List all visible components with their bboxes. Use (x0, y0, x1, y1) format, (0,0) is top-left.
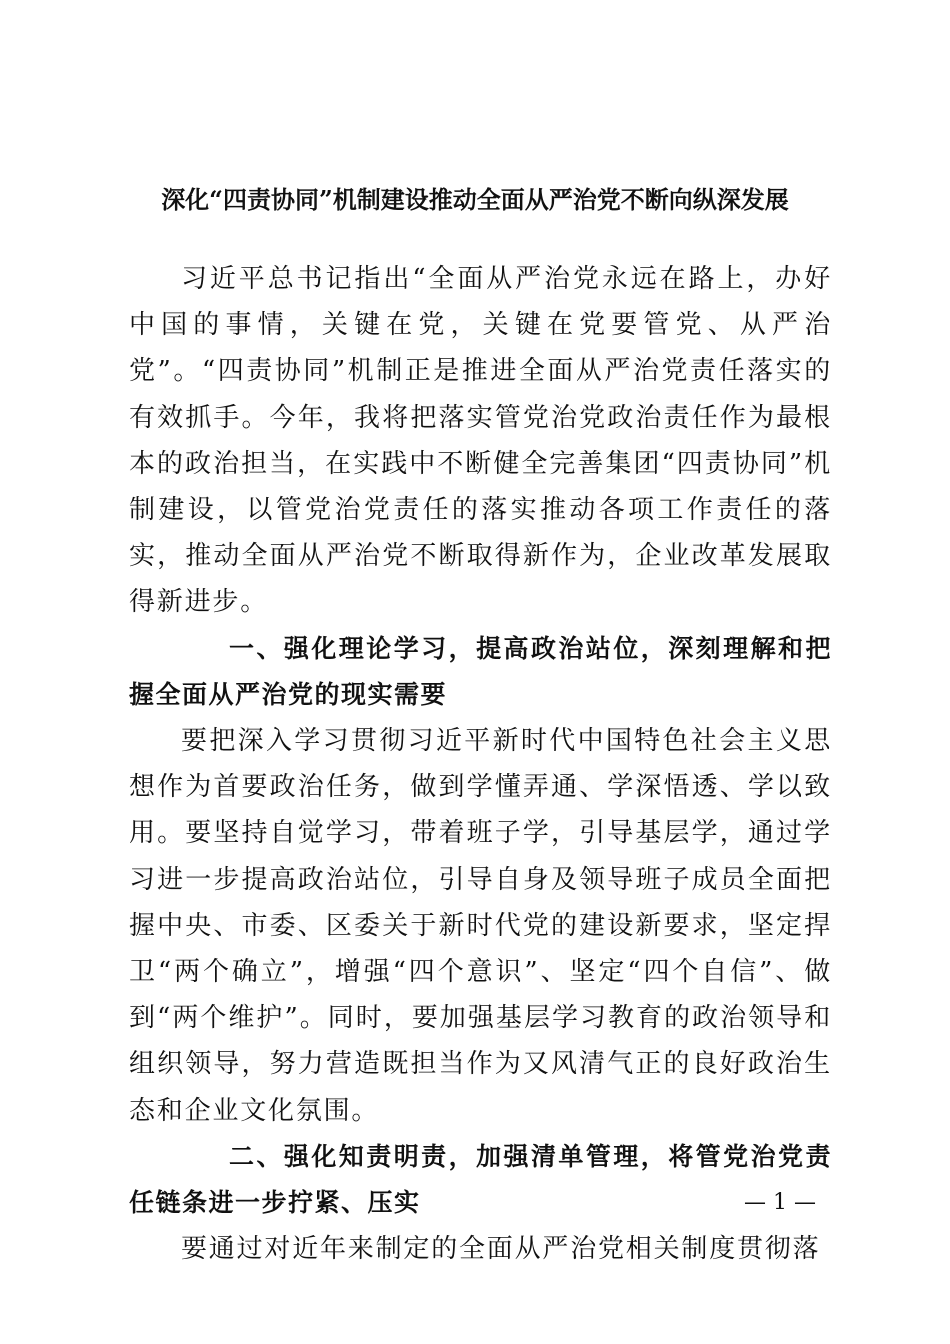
section-1-heading: 一、强化理论学习，提高政治站位，深刻理解和把握全面从严治党的现实需要 (129, 633, 832, 709)
page-number: — 1 — (744, 1190, 816, 1215)
document-body (129, 256, 832, 1272)
section-1-paragraph: 要把深入学习贯彻习近平新时代中国特色社会主义思想作为首要政治任务，做到学懂弄通、学深悟透、学以致用。要坚持自觉学习，带着班子学，引导基层学，通过学习进一步提高政治站位，引导自身及领导班子成员全面把握中央、市委、区委关于新时代党的建设新要求，坚定捍卫“两个确立”，增强“四个意识”、坚定“四个自信”、做到“两个维护”。同时，要加强基层学习教育的政治领导和组织领导，努力营造既担当作为又风清气正的良好政治生态和企业文化氛围。 (129, 726, 832, 1126)
intro-paragraph: 习近平总书记指出“全面从严治党永远在路上，办好中国的事情，关键在党，关键在党要管党、从严治党”。“四责协同”机制正是推进全面从严治党责任落实的有效抓手。今年，我将把落实管党治党政治责任作为最根本的政治担当，在实践中不断健全完善集团“四责协同”机制建设，以管党治党责任的落实推动各项工作责任的落实，推动全面从严治党不断取得新作为，企业改革发展取得新进步。 (129, 264, 832, 618)
section-2-paragraph: 要通过对近年来制定的全面从严治党相关制度贯彻落 (181, 1234, 821, 1265)
section-2-heading: 二、强化知责明责，加强清单管理，将管党治党责任链条进一步拧紧、压实 (129, 1141, 832, 1218)
document-title: 深化“四责协同”机制建设推动全面从严治党不断向纵深发展 (161, 185, 789, 214)
